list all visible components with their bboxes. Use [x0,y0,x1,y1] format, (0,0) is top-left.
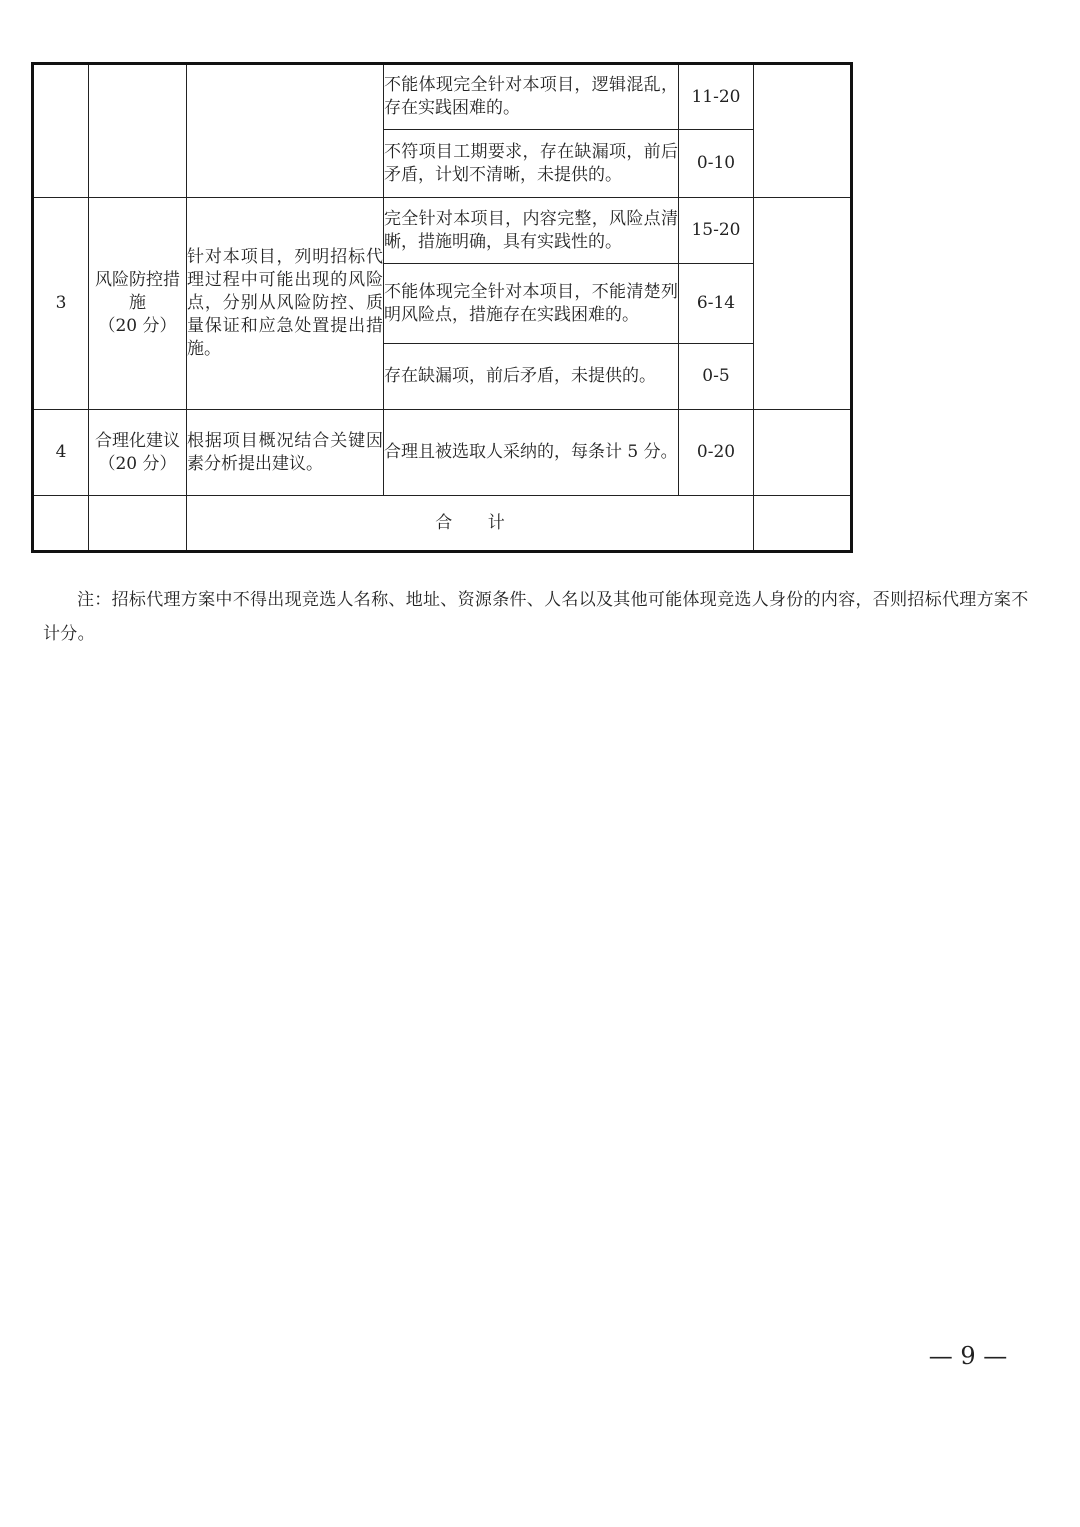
item-description-cell: 根据项目概况结合关键因素分析提出建议。 [187,410,384,496]
criterion-cell: 不符项目工期要求，存在缺漏项，前后矛盾，计划不清晰，未提供的。 [384,130,679,198]
total-label-cell [187,496,754,552]
total-label: 合 计 [435,512,505,533]
criterion-cell: 存在缺漏项，前后矛盾，未提供的。 [384,344,679,410]
score-range-cell: 0-10 [679,130,754,198]
item-name-cell-empty [89,496,187,552]
description-cell-empty [187,64,384,198]
item-name-cell [89,410,187,496]
item-name-cell-empty [89,64,187,198]
item-index-cell: 3 [33,198,89,410]
total-score-cell-empty [754,496,852,552]
item-name: 合理化建议 [95,430,180,451]
total-row [33,496,852,552]
item-points: （20 分） [98,316,177,336]
page-number: — 9 — [928,1342,1008,1370]
index-cell-empty [33,496,89,552]
score-range-cell: 0-20 [679,410,754,496]
score-range-cell: 15-20 [679,198,754,264]
scoring-table [31,62,853,553]
criterion-cell: 不能体现完全针对本项目，不能清楚列明风险点，措施存在实践困难的。 [384,264,679,344]
table-row [33,198,852,264]
criterion-cell: 完全针对本项目，内容完整，风险点清晰，措施明确，具有实践性的。 [384,198,679,264]
index-cell-empty [33,64,89,198]
table-note: 注：招标代理方案中不得出现竞选人名称、地址、资源条件、人名以及其他可能体现竞选人身份的内容，否则招标代理方案不计分。 [43,590,1029,644]
criterion-cell: 合理且被选取人采纳的，每条计 5 分。 [384,410,679,496]
criterion-cell: 不能体现完全针对本项目，逻辑混乱，存在实践困难的。 [384,64,679,130]
score-range-cell: 11-20 [679,64,754,130]
score-range-cell: 6-14 [679,264,754,344]
item-points: （20 分） [98,453,177,474]
item-description-cell: 针对本项目，列明招标代理过程中可能出现的风险点，分别从风险防控、质量保证和应急处置提出措施。 [187,198,384,410]
table-row [33,410,852,496]
score-cell-empty [754,410,852,496]
table-row [33,64,852,130]
item-index-cell: 4 [33,410,89,496]
item-name-cell [89,198,187,410]
score-cell-empty [754,64,852,198]
item-name: 风险防控措施 [95,270,180,313]
score-cell-empty [754,198,852,410]
score-range-cell: 0-5 [679,344,754,410]
